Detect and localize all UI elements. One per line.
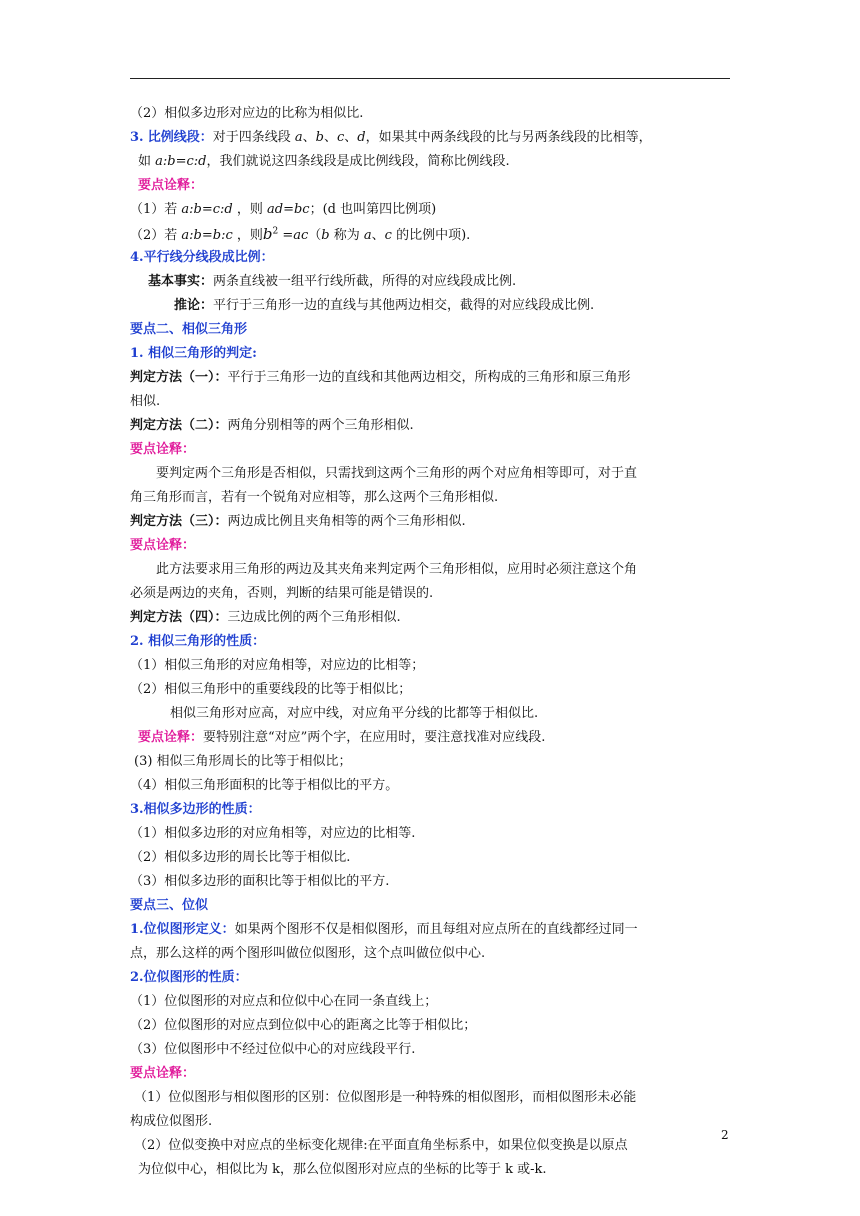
paragraph: 此方法要求用三角形的两边及其夹角来判定两个三角形相似，应用时必须注意这个角 xyxy=(156,562,638,577)
section-proportional-segments: 3. 比例线段：对于四条线段 a、b、c、d，如果其中两条线段的比与另两条线段的比相等， xyxy=(130,130,652,145)
key-note-label: 要点诠释： xyxy=(130,538,196,553)
key-note-label: 要点诠释： xyxy=(138,178,204,193)
paragraph: 判定方法（二）：两角分别相等的两个三角形相似. xyxy=(130,418,414,433)
key-note: 要点诠释：要特别注意“对应”两个字，在应用时，要注意找准对应线段. xyxy=(138,730,546,745)
list-item: （2）相似多边形的周长比等于相似比. xyxy=(130,850,351,865)
paragraph: 构成位似图形. xyxy=(130,1114,213,1129)
paragraph: 必须是两边的夹角，否则，判断的结果可能是错误的. xyxy=(130,586,434,601)
paragraph: 基本事实：两条直线被一组平行线所截，所得的对应线段成比例. xyxy=(148,274,517,289)
paragraph: 判定方法（四）：三边成比例的两个三角形相似. xyxy=(130,610,401,625)
paragraph: 推论：平行于三角形一边的直线与其他两边相交，截得的对应线段成比例. xyxy=(174,298,595,313)
subsection-heading: 3.相似多边形的性质： xyxy=(130,802,261,817)
paragraph: 点，那么这样的两个图形叫做位似图形，这个点叫做位似中心. xyxy=(130,946,486,961)
paragraph: （1）若 a:b=c:d ，则 ad=bc；(d 也叫第四比例项) xyxy=(130,202,437,217)
list-item: （1）相似多边形的对应角相等，对应边的比相等. xyxy=(130,826,416,841)
subsection-heading: 2.位似图形的性质： xyxy=(130,970,248,985)
list-item: （2）相似三角形中的重要线段的比等于相似比； xyxy=(130,682,412,697)
paragraph: 要判定两个三角形是否相似，只需找到这两个三角形的两个对应角相等即可，对于直 xyxy=(156,466,638,481)
paragraph: 相似. xyxy=(130,394,161,409)
paragraph: （2）位似变换中对应点的坐标变化规律:在平面直角坐标系中，如果位似变换是以原点 xyxy=(134,1138,628,1153)
section-heading: 4.平行线分线段成比例： xyxy=(130,250,274,265)
section-number: 3. xyxy=(130,130,144,145)
paragraph: （2）相似多边形对应边的比称为相似比. xyxy=(130,106,364,121)
key-note-label: 要点诠释： xyxy=(130,1066,196,1081)
list-item: （1）位似图形的对应点和位似中心在同一条直线上； xyxy=(130,994,438,1009)
section-heading: 要点三、位似 xyxy=(130,898,209,913)
page-number: 2 xyxy=(721,1128,729,1142)
list-item: （3）相似多边形的面积比等于相似比的平方. xyxy=(130,874,390,889)
subsection-heading: 1. 相似三角形的判定: xyxy=(130,346,257,361)
document-body xyxy=(130,102,730,1182)
header-rule xyxy=(130,78,730,79)
section-title: 比例线段： xyxy=(147,130,213,145)
paragraph: 相似三角形对应高，对应中线，对应角平分线的比都等于相似比. xyxy=(170,706,539,721)
paragraph: （2）若 a:b=b:c ，则$b^2 =ac(b$ 称为 a、c 的比例中项). xyxy=(130,225,471,243)
paragraph: 判定方法（三）：两边成比例且夹角相等的两个三角形相似. xyxy=(130,514,466,529)
key-note-label: 要点诠释： xyxy=(130,442,196,457)
paragraph: （1）位似图形与相似图形的区别：位似图形是一种特殊的相似图形，而相似图形未必能 xyxy=(134,1090,637,1105)
subsection-heading: 2. 相似三角形的性质： xyxy=(130,634,266,649)
list-item: (3) 相似三角形周长的比等于相似比； xyxy=(134,754,352,769)
paragraph: 为位似中心，相似比为 k，那么位似图形对应点的坐标的比等于 k 或-k. xyxy=(138,1162,547,1177)
paragraph: 判定方法（一）：平行于三角形一边的直线和其他两边相交，所构成的三角形和原三角形 xyxy=(130,370,631,385)
list-item: （3）位似图形中不经过位似中心的对应线段平行. xyxy=(130,1042,416,1057)
list-item: （4）相似三角形面积的比等于相似比的平方。 xyxy=(130,778,399,793)
section-heading: 要点二、相似三角形 xyxy=(130,322,248,337)
paragraph: 1.位似图形定义：如果两个图形不仅是相似图形，而且每组对应点所在的直线都经过同一 xyxy=(130,922,638,937)
paragraph: 如 a:b=c:d，我们就说这四条线段是成比例线段，简称比例线段. xyxy=(138,154,510,169)
paragraph: 角三角形而言，若有一个锐角对应相等，那么这两个三角形相似. xyxy=(130,490,499,505)
list-item: （2）位似图形的对应点到位似中心的距离之比等于相似比； xyxy=(130,1018,477,1033)
list-item: （1）相似三角形的对应角相等，对应边的比相等； xyxy=(130,658,425,673)
